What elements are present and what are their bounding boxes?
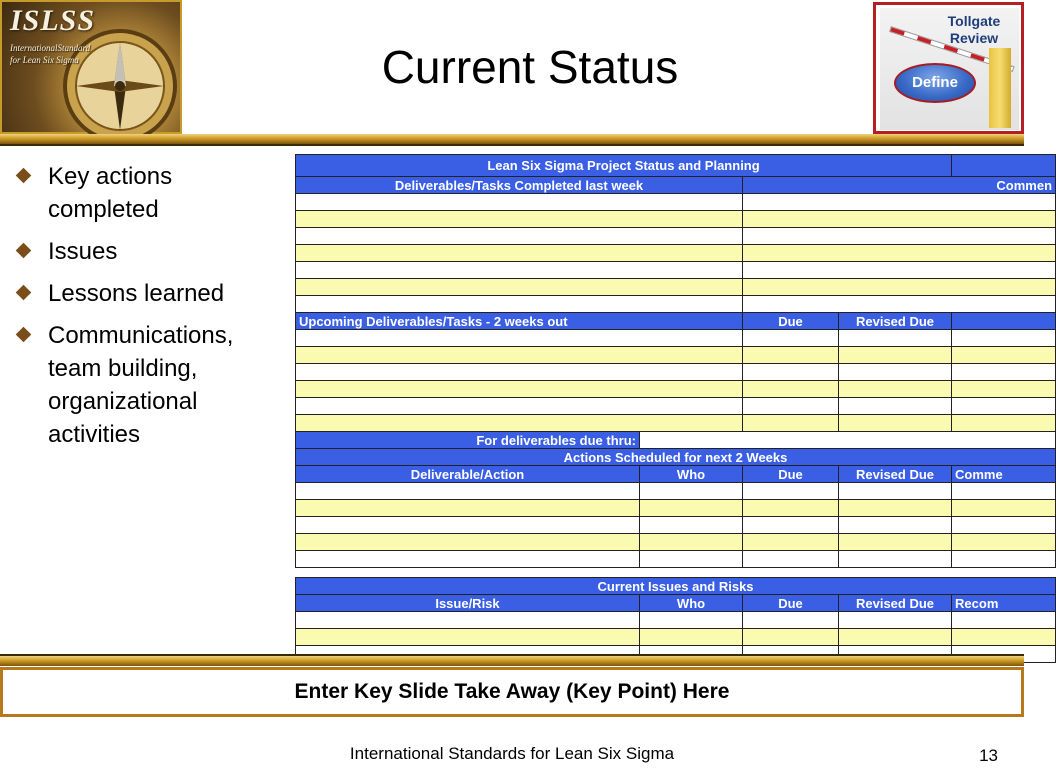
table-cell[interactable] [952, 629, 1056, 646]
table-row[interactable] [296, 398, 1056, 415]
bullet-list [14, 160, 289, 460]
table-cell[interactable] [743, 228, 1056, 245]
table-cell[interactable] [743, 500, 839, 517]
gate-post-icon [989, 48, 1011, 128]
table-cell[interactable] [952, 381, 1056, 398]
table-cell[interactable] [296, 364, 743, 381]
table-cell[interactable] [296, 415, 743, 432]
bullet-item [14, 319, 289, 451]
table-header-row [296, 313, 1056, 330]
table-cell[interactable] [952, 347, 1056, 364]
bullet-text: Issues [48, 238, 118, 265]
footer-gold-bar [0, 656, 1024, 666]
table-cell[interactable] [952, 500, 1056, 517]
diamond-bullet-icon [16, 243, 32, 259]
table-title-row [296, 155, 1056, 177]
table-cell[interactable] [296, 551, 640, 568]
table-cell[interactable] [743, 194, 1056, 211]
table-cell[interactable] [839, 330, 952, 347]
table-cell[interactable] [296, 612, 640, 629]
table-row[interactable] [296, 364, 1056, 381]
table-cell[interactable] [839, 551, 952, 568]
table-row[interactable] [296, 500, 1056, 517]
table-row[interactable] [296, 534, 1056, 551]
table-cell[interactable] [743, 551, 839, 568]
table-row[interactable] [296, 194, 1056, 211]
table-cell[interactable] [743, 330, 839, 347]
table-cell[interactable] [296, 330, 743, 347]
table-cell[interactable] [296, 211, 743, 228]
table-cell[interactable] [839, 612, 952, 629]
table-cell[interactable] [743, 398, 839, 415]
table-row[interactable] [296, 211, 1056, 228]
diamond-bullet-icon [16, 327, 32, 343]
table-cell[interactable] [952, 483, 1056, 500]
bullet-item [14, 277, 289, 310]
table-cell[interactable] [952, 517, 1056, 534]
footer-organization: International Standards for Lean Six Sigma [349, 744, 675, 763]
table-row[interactable] [296, 517, 1056, 534]
table-row[interactable] [296, 415, 1056, 432]
table-cell[interactable] [743, 262, 1056, 279]
table-header-row [296, 177, 1056, 194]
table-header-row [296, 578, 1056, 595]
table-row[interactable] [296, 330, 1056, 347]
table-cell[interactable] [296, 381, 743, 398]
table-cell [952, 313, 1056, 330]
page-title: Current Status [381, 41, 679, 93]
table-row[interactable] [296, 245, 1056, 262]
project-status-table [295, 154, 1053, 650]
table-cell[interactable] [640, 483, 743, 500]
table-cell[interactable] [296, 228, 743, 245]
issue-risk-header: Issue/Risk [296, 595, 640, 612]
table-row[interactable] [296, 262, 1056, 279]
table-cell[interactable] [952, 612, 1056, 629]
table-cell[interactable] [296, 296, 743, 313]
header-divider [0, 144, 1024, 146]
table-cell[interactable] [839, 381, 952, 398]
table-cell[interactable] [743, 279, 1056, 296]
diamond-bullet-icon [16, 285, 32, 301]
table-cell[interactable] [743, 296, 1056, 313]
table-cell[interactable] [743, 517, 839, 534]
deliverable-action-header: Deliverable/Action [296, 466, 640, 483]
due-header: Due [743, 595, 839, 612]
header-gold-bar [0, 134, 1024, 144]
table-cell[interactable] [952, 330, 1056, 347]
table-cell[interactable] [743, 381, 839, 398]
logo-subtitle: InternationalStandard for Lean Six Sigma [10, 43, 91, 65]
tollgate-line2: Review [949, 30, 999, 46]
table-cell[interactable] [296, 398, 743, 415]
table-cell[interactable] [640, 534, 743, 551]
islss-logo [0, 0, 182, 134]
key-takeaway-box[interactable]: Enter Key Slide Take Away (Key Point) Here [0, 667, 1024, 717]
bullet-item [14, 235, 289, 268]
table-cell[interactable] [296, 194, 743, 211]
recommendation-header: Recom [952, 595, 1056, 612]
tollgate-label [939, 13, 1009, 47]
table-cell[interactable] [743, 364, 839, 381]
due-header: Due [743, 313, 839, 330]
page-number: 13 [979, 746, 998, 765]
table-cell[interactable] [743, 534, 839, 551]
table-cell[interactable] [839, 517, 952, 534]
table-cell[interactable] [839, 483, 952, 500]
bullet-item [14, 160, 289, 226]
table-cell[interactable] [743, 612, 839, 629]
revised-due-header: Revised Due [839, 313, 952, 330]
issues-header: Current Issues and Risks [296, 578, 1056, 595]
table-row[interactable] [296, 228, 1056, 245]
table-header-row [296, 449, 1056, 466]
table-cell[interactable] [296, 517, 640, 534]
table-header-row [296, 466, 1056, 483]
bullet-text: Lessons learned [48, 280, 225, 307]
who-header: Who [640, 595, 743, 612]
table-cell[interactable] [296, 262, 743, 279]
table-cell[interactable] [839, 629, 952, 646]
table-cell[interactable] [839, 364, 952, 381]
table-cell[interactable] [296, 534, 640, 551]
table-cell[interactable] [296, 629, 640, 646]
table-cell[interactable] [640, 500, 743, 517]
table-cell[interactable] [296, 279, 743, 296]
table-cell[interactable] [952, 415, 1056, 432]
table-cell [296, 568, 1056, 578]
table-cell[interactable] [952, 364, 1056, 381]
table-spacer-row [296, 568, 1056, 578]
table-cell[interactable] [839, 534, 952, 551]
table-row[interactable] [296, 381, 1056, 398]
completed-header: Deliverables/Tasks Completed last week [296, 177, 743, 194]
table-cell[interactable] [743, 629, 839, 646]
tollgate-line1: Tollgate [947, 13, 1001, 29]
table-cell[interactable] [640, 629, 743, 646]
table-cell[interactable] [952, 398, 1056, 415]
due-thru-label: For deliverables due thru: [296, 432, 640, 449]
table-cell[interactable] [743, 211, 1056, 228]
who-header: Who [640, 466, 743, 483]
bullet-text: Communications, team building, organizational activities [48, 322, 234, 448]
table-cell[interactable] [743, 245, 1056, 262]
table-row[interactable] [296, 347, 1056, 364]
due-header: Due [743, 466, 839, 483]
revised-due-header: Revised Due [839, 595, 952, 612]
upcoming-header: Upcoming Deliverables/Tasks - 2 weeks out [296, 313, 743, 330]
table-row[interactable] [296, 629, 1056, 646]
table-cell[interactable] [296, 245, 743, 262]
actions-header: Actions Scheduled for next 2 Weeks [296, 449, 1056, 466]
revised-due-header: Revised Due [839, 466, 952, 483]
table-cell[interactable] [640, 551, 743, 568]
table-row[interactable] [296, 279, 1056, 296]
table-row[interactable] [296, 612, 1056, 629]
diamond-bullet-icon [16, 168, 32, 184]
define-phase-button[interactable]: Define [894, 63, 976, 103]
table-cell[interactable] [952, 551, 1056, 568]
logo-title: ISLSS [10, 4, 96, 37]
table-cell[interactable] [743, 347, 839, 364]
table-cell[interactable] [839, 500, 952, 517]
table-cell[interactable] [839, 347, 952, 364]
table-cell[interactable] [296, 347, 743, 364]
table-header-row [296, 432, 1056, 449]
table-cell[interactable] [296, 500, 640, 517]
bullet-text: Key actions completed [48, 163, 173, 223]
tollgate-review-badge [873, 2, 1024, 134]
due-thru-date-input[interactable] [640, 432, 1056, 449]
table-cell[interactable] [839, 415, 952, 432]
table-cell[interactable] [743, 415, 839, 432]
comments-header: Commen [743, 177, 1056, 194]
table-cell[interactable] [640, 517, 743, 534]
table-cell[interactable] [743, 483, 839, 500]
table-row[interactable] [296, 551, 1056, 568]
table-cell[interactable] [296, 483, 640, 500]
table-cell [952, 155, 1056, 177]
table-row[interactable] [296, 483, 1056, 500]
table-cell[interactable] [640, 612, 743, 629]
table-cell[interactable] [839, 398, 952, 415]
table-cell[interactable] [952, 534, 1056, 551]
comments-header: Comme [952, 466, 1056, 483]
table-title: Lean Six Sigma Project Status and Planning [296, 155, 952, 177]
table-row[interactable] [296, 296, 1056, 313]
table-header-row [296, 595, 1056, 612]
tollgate-panel [880, 8, 1019, 130]
